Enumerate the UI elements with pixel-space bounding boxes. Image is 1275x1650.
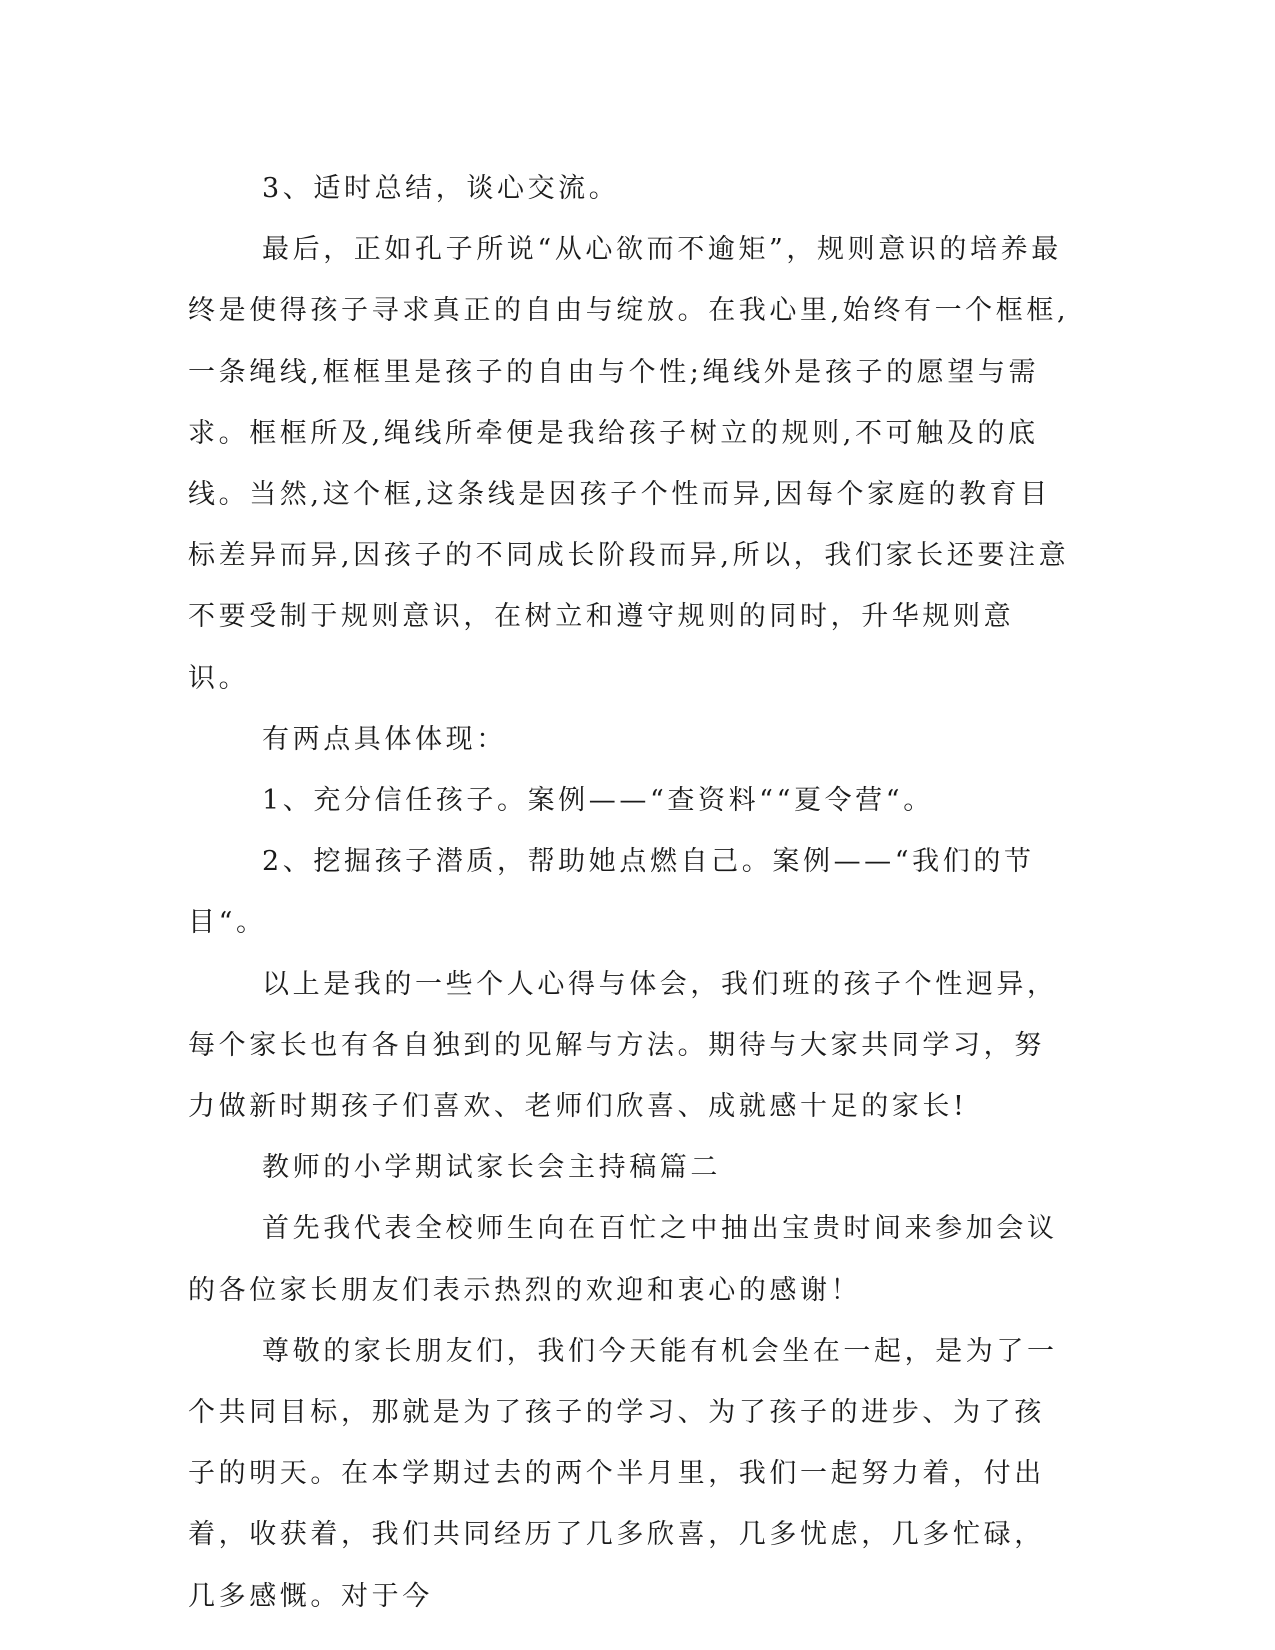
paragraph-welcome: 首先我代表全校师生向在百忙之中抽出宝贵时间来参加会议的各位家长朋友们表示热烈的欢迎和衷心的感谢！	[188, 1213, 1058, 1306]
paragraph-closing-remarks: 以上是我的一些个人心得与体会，我们班的孩子个性迥异，每个家长也有各自独到的见解与方法。期待与大家共同学习，努力做新时期孩子们喜欢、老师们欣喜、成就感十足的家长!	[188, 968, 1058, 1123]
paragraph-point-one: 1、充分信任孩子。案例——“查资料““夏令营“。	[262, 785, 934, 817]
document-body	[188, 158, 1073, 1627]
paragraph-point-two: 2、挖掘孩子潜质，帮助她点燃自己。案例——“我们的节目“。	[188, 846, 1035, 939]
paragraph-summary-point: 3、适时总结，谈心交流。	[262, 173, 620, 204]
section-heading: 教师的小学期试家长会主持稿篇二	[262, 1152, 721, 1184]
paragraph-conclusion: 最后，正如孔子所说“从心欲而不逾矩”，规则意识的培养最终是使得孩子寻求真正的自由与绽放。在我心里,始终有一个框框,一条绳线,框框里是孩子的自由与个性;绳线外是孩子的愿望与需求。框框所及,绳线所牵便是我给孩子树立的规则,不可触及的底线。当然,这个框,这条线是因孩子个性而异,因每个家庭的教育目标差异而异,因孩子的不同成长阶段而异,所以，我们家长还要注意不要受制于规则意识，在树立和遵守规则的同时，升华规则意识。	[188, 234, 1070, 694]
paragraph-two-points-intro: 有两点具体体现：	[262, 723, 507, 755]
paragraph-address-parents: 尊敬的家长朋友们，我们今天能有机会坐在一起，是为了一个共同目标，那就是为了孩子的学习、为了孩子的进步、为了孩子的明天。在本学期过去的两个半月里，我们一起努力着，付出着，收获着，我们共同经历了几多欣喜，几多忧虑，几多忙碌，几多感慨。对于今	[188, 1335, 1058, 1612]
